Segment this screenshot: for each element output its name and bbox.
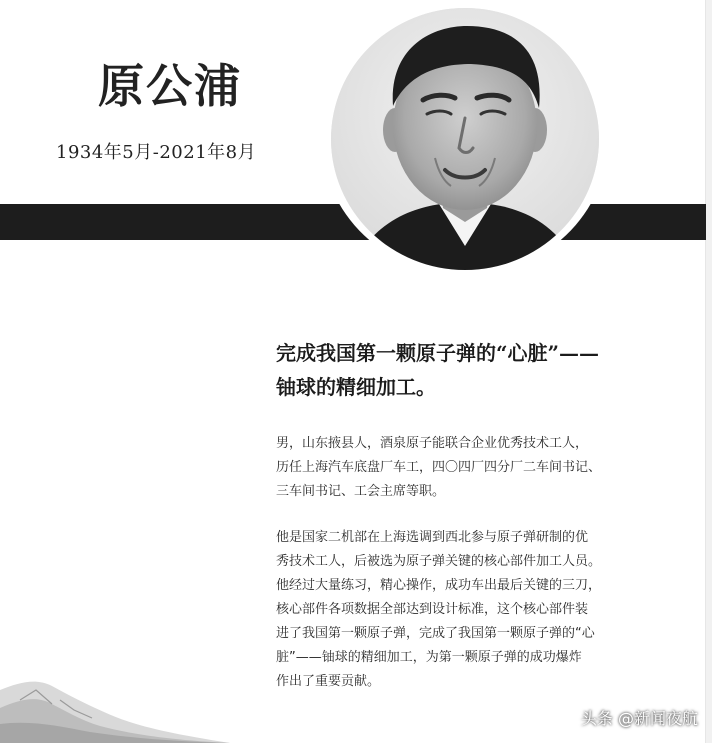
headline — [276, 336, 696, 404]
headline-line: 完成我国第一颗原子弹的“心脏”—— — [276, 341, 600, 365]
paragraph-line: 脏”——铀球的精细加工，为第一颗原子弹的成功爆炸 — [276, 650, 582, 665]
paragraph-line: 他是国家二机部在上海选调到西北参与原子弹研制的优 — [276, 530, 589, 545]
paragraph-line: 他经过大量练习，精心操作，成功车出最后关键的三刀， — [276, 578, 602, 593]
paragraph-line: 作出了重要贡献。 — [276, 674, 381, 689]
paragraph-line: 核心部件各项数据全部达到设计标准，这个核心部件装 — [276, 602, 589, 617]
paragraph-line: 三车间书记、工会主席等职。 — [276, 484, 446, 499]
paragraph-line: 男，山东掖县人，酒泉原子能联合企业优秀技术工人， — [276, 436, 589, 451]
watermark: 头条 @新闻夜航 — [580, 709, 698, 728]
person-name: 原公浦 — [98, 59, 242, 113]
paragraph-contribution — [276, 526, 696, 694]
mountain-decoration — [0, 660, 230, 743]
paragraph-bio — [276, 432, 696, 504]
portrait-photo — [331, 8, 599, 270]
paragraph-line: 历任上海汽车底盘厂车工，四〇四厂四分厂二车间书记、 — [276, 460, 602, 475]
page-edge — [705, 0, 712, 743]
paragraph-line: 秀技术工人，后被选为原子弹关键的核心部件加工人员。 — [276, 554, 602, 569]
paragraph-line: 进了我国第一颗原子弹，完成了我国第一颗原子弹的“心 — [276, 626, 595, 641]
life-dates: 1934年5月-2021年8月 — [56, 142, 257, 163]
headline-line: 铀球的精细加工。 — [276, 375, 436, 399]
